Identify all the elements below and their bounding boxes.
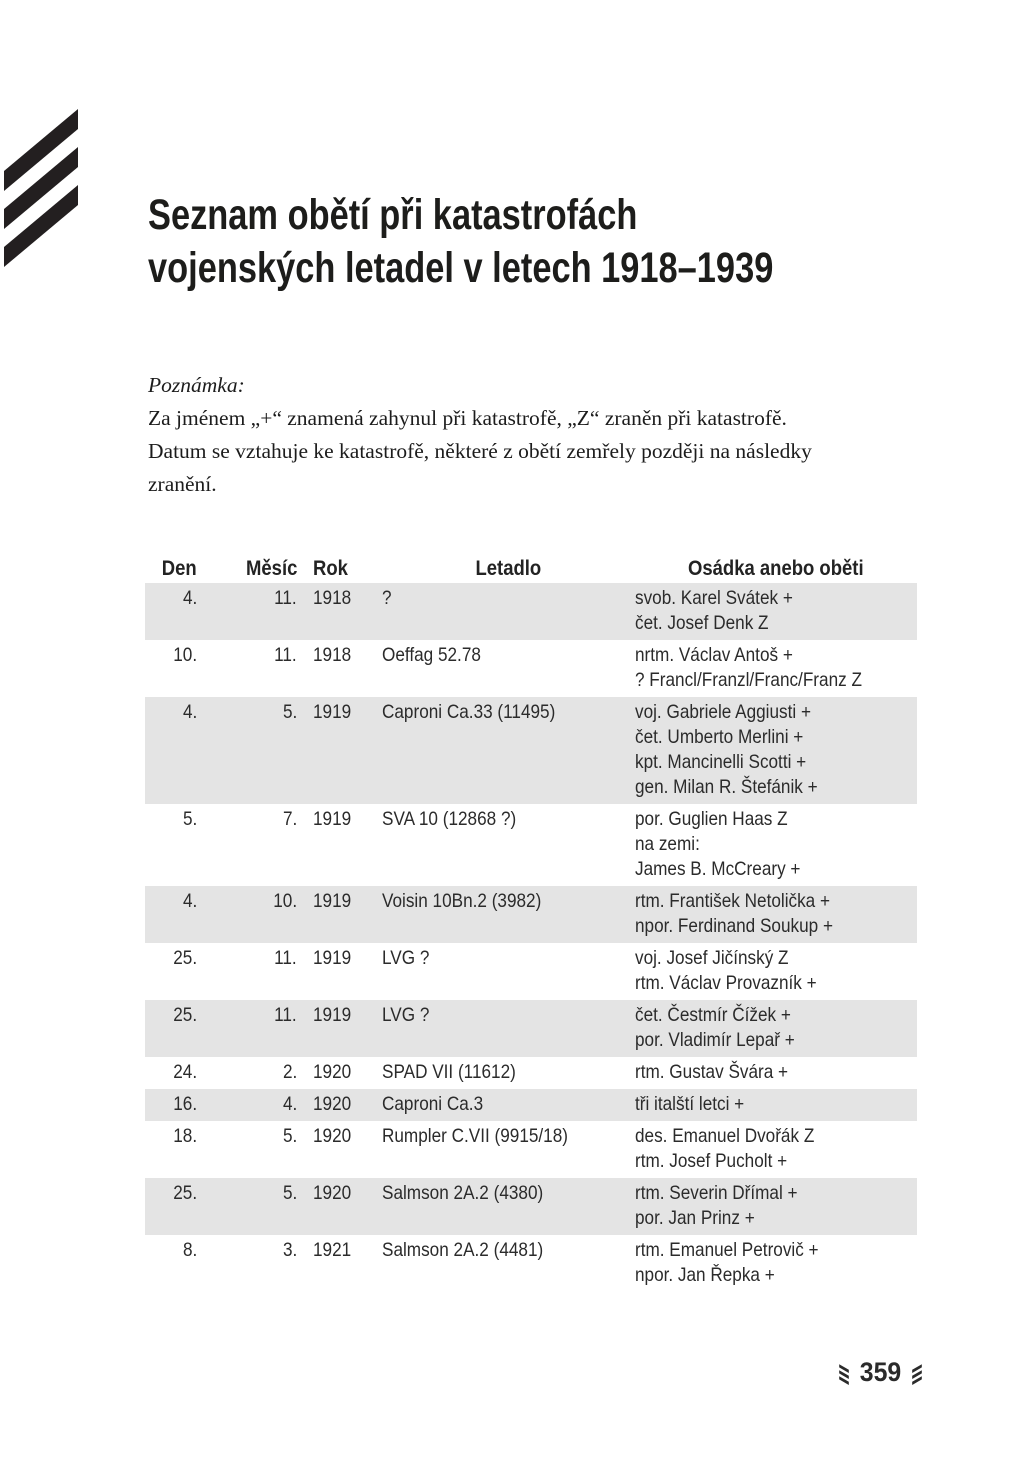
- column-header-letadlo: Letadlo: [475, 557, 542, 580]
- stripes-right-icon: [909, 1361, 925, 1385]
- table-row: [145, 1235, 917, 1292]
- column-header-rok: Rok: [313, 557, 348, 580]
- page-title-line2: vojenských letadel v letech 1918–1939: [148, 243, 774, 292]
- table-row: [145, 640, 917, 697]
- cell-rok: 1920: [313, 1093, 352, 1115]
- page-footer: [0, 1357, 1024, 1389]
- cell-den: 8.: [182, 1239, 197, 1261]
- column-header-osadka: Osádka anebo oběti: [688, 557, 864, 580]
- cell-rok: 1919: [313, 808, 352, 830]
- cell-mesic: 11.: [274, 587, 297, 609]
- note-line: Datum se vztahuje ke katastrofě, některé z obětí zemřely později na následky: [148, 439, 812, 463]
- cell-rok: 1919: [313, 1004, 352, 1026]
- cell-mesic: 5.: [282, 701, 297, 723]
- column-header-den: Den: [162, 557, 197, 580]
- cell-osadka: des. Emanuel Dvořák Z rtm. Josef Pucholt +: [635, 1125, 815, 1172]
- cell-osadka: voj. Gabriele Aggiusti + čet. Umberto Merlini + kpt. Mancinelli Scotti + gen. Milan R. Štefánik +: [635, 701, 818, 798]
- cell-osadka: svob. Karel Svátek + čet. Josef Denk Z: [635, 587, 793, 634]
- diagonal-stripes-logo-icon: [0, 104, 80, 269]
- cell-rok: 1919: [313, 947, 352, 969]
- cell-mesic: 4.: [282, 1093, 297, 1115]
- table-row: [145, 1000, 917, 1057]
- cell-letadlo: ?: [382, 587, 392, 609]
- cell-mesic: 7.: [282, 808, 297, 830]
- page-title: [148, 189, 930, 295]
- note-paragraph: [148, 369, 812, 501]
- cell-den: 4.: [182, 701, 197, 723]
- cell-den: 25.: [173, 1004, 197, 1026]
- cell-letadlo: Voisin 10Bn.2 (3982): [382, 890, 542, 912]
- cell-rok: 1920: [313, 1182, 352, 1204]
- cell-osadka: rtm. Severin Dřímal + por. Jan Prinz +: [635, 1182, 798, 1229]
- cell-letadlo: Rumpler C.VII (9915/18): [382, 1125, 568, 1147]
- note-line: Za jménem „+“ znamená zahynul při katastrofě, „Z“ zraněn při katastrofě.: [148, 406, 787, 430]
- cell-den: 5.: [182, 808, 197, 830]
- table-row: [145, 1178, 917, 1235]
- cell-rok: 1920: [313, 1061, 352, 1083]
- cell-letadlo: LVG ?: [382, 1004, 430, 1026]
- table-header-row: [145, 551, 917, 583]
- cell-letadlo: Oeffag 52.78: [382, 644, 481, 666]
- cell-den: 18.: [173, 1125, 197, 1147]
- cell-osadka: nrtm. Václav Antoš + ? Francl/Franzl/Franc/Franz Z: [635, 644, 862, 691]
- table-row: [145, 583, 917, 640]
- table-body: [145, 583, 917, 1292]
- cell-mesic: 2.: [282, 1061, 297, 1083]
- cell-letadlo: LVG ?: [382, 947, 430, 969]
- cell-osadka: voj. Josef Jičínský Z rtm. Václav Provazník +: [635, 947, 817, 994]
- cell-osadka: rtm. Gustav Švára +: [635, 1061, 789, 1083]
- cell-mesic: 11.: [274, 644, 297, 666]
- cell-osadka: por. Guglien Haas Z na zemi: James B. McCreary +: [635, 808, 801, 880]
- cell-rok: 1919: [313, 701, 352, 723]
- cell-den: 24.: [173, 1061, 197, 1083]
- cell-rok: 1921: [313, 1239, 352, 1261]
- victims-table: [145, 551, 917, 1292]
- cell-rok: 1918: [313, 587, 352, 609]
- cell-osadka: tři italští letci +: [635, 1093, 745, 1115]
- cell-osadka: čet. Čestmír Čížek + por. Vladimír Lepař +: [635, 1004, 795, 1051]
- page-title-line1: Seznam obětí při katastrofách: [148, 190, 638, 239]
- page-number: 359: [859, 1357, 902, 1387]
- cell-mesic: 11.: [274, 947, 297, 969]
- cell-letadlo: Caproni Ca.3: [382, 1093, 484, 1115]
- cell-den: 4.: [182, 890, 197, 912]
- cell-den: 16.: [173, 1093, 197, 1115]
- cell-den: 25.: [173, 947, 197, 969]
- table-row: [145, 1057, 917, 1089]
- cell-den: 25.: [173, 1182, 197, 1204]
- cell-letadlo: Caproni Ca.33 (11495): [382, 701, 556, 723]
- note-line: zranění.: [148, 472, 217, 496]
- cell-mesic: 5.: [282, 1182, 297, 1204]
- cell-letadlo: Salmson 2A.2 (4380): [382, 1182, 544, 1204]
- cell-letadlo: SPAD VII (11612): [382, 1061, 516, 1083]
- cell-letadlo: Salmson 2A.2 (4481): [382, 1239, 544, 1261]
- stripes-left-icon: [836, 1361, 852, 1385]
- table-row: [145, 886, 917, 943]
- cell-rok: 1919: [313, 890, 352, 912]
- cell-mesic: 3.: [282, 1239, 297, 1261]
- cell-mesic: 5.: [282, 1125, 297, 1147]
- column-header-mesic: Měsíc: [245, 557, 297, 580]
- cell-rok: 1920: [313, 1125, 352, 1147]
- cell-mesic: 10.: [273, 890, 297, 912]
- cell-letadlo: SVA 10 (12868 ?): [382, 808, 517, 830]
- cell-den: 4.: [182, 587, 197, 609]
- note-label: Poznámka:: [148, 373, 245, 397]
- cell-den: 10.: [173, 644, 197, 666]
- cell-rok: 1918: [313, 644, 352, 666]
- table-row: [145, 697, 917, 804]
- table-row: [145, 1089, 917, 1121]
- cell-osadka: rtm. Emanuel Petrovič + npor. Jan Řepka +: [635, 1239, 819, 1286]
- table-row: [145, 804, 917, 886]
- table-row: [145, 943, 917, 1000]
- cell-osadka: rtm. František Netolička + npor. Ferdinand Soukup +: [635, 890, 833, 937]
- table-row: [145, 1121, 917, 1178]
- cell-mesic: 11.: [274, 1004, 297, 1026]
